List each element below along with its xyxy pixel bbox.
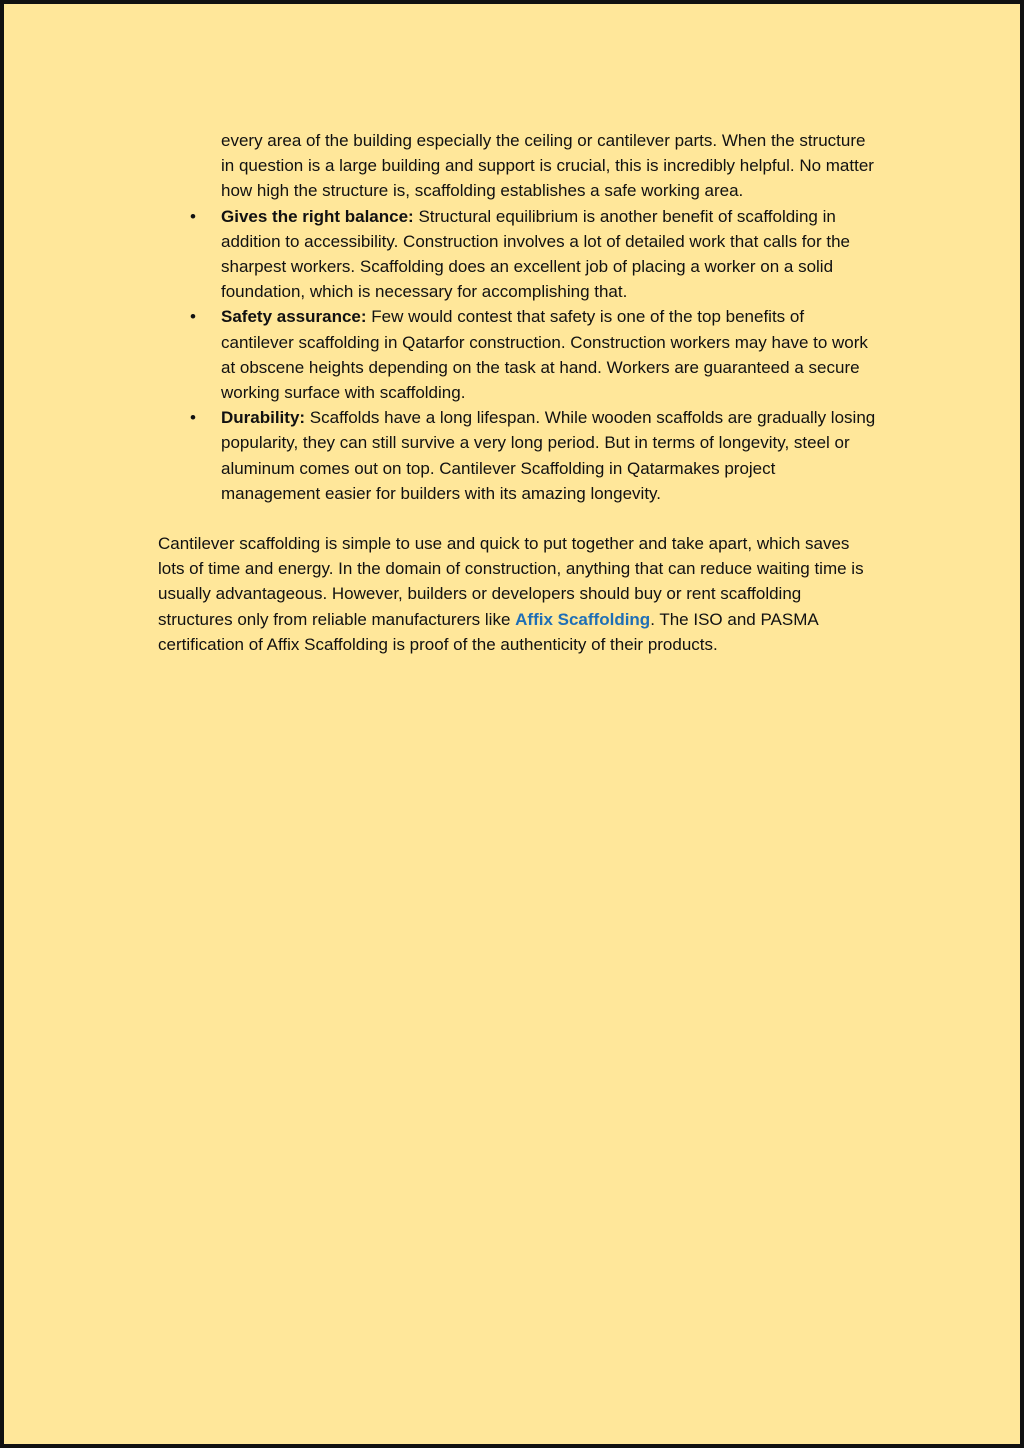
list-item-safety (190, 304, 878, 405)
bullet-text: Structural equilibrium is another benefit of scaffolding in addition to accessibility. Construction involves a lot of detailed work that calls for the sharpest workers. Scaffolding does an excellent job of placing a worker on a solid foundation, which is necessary for accomplishing that. (221, 206, 850, 302)
bullet-title: Durability: (221, 408, 306, 428)
continuation-paragraph: every area of the building especially the ceiling or cantilever parts. When the structure in question is a large building and support is crucial, this is incredibly helpful. No matter how high the structure is, scaffolding establishes a safe working area. (221, 131, 874, 201)
bullet-icon: • (190, 408, 196, 428)
bullet-title: Gives the right balance: (221, 206, 414, 226)
closing-text-start: Cantilever scaffolding is simple to use and quick to put together and take apart, which saves lots of time and energy. In the domain of construction, anything that can reduce waiting time is usually advantageous. However, builders or developers should buy or rent scaffolding structures only from reliable manufacturers like (158, 534, 864, 629)
bullet-text: Few would contest that safety is one of the top benefits of cantilever scaffolding in Qatarfor construction. Construction workers may have to work at obscene heights depending on the task at hand. Workers are guaranteed a secure working surface with scaffolding. (221, 307, 868, 403)
benefits-list (158, 204, 878, 506)
bullet-icon: • (190, 206, 196, 226)
bullet-title: Safety assurance: (221, 307, 367, 327)
list-item-balance (190, 204, 878, 305)
document-body (158, 128, 878, 657)
affix-scaffolding-link[interactable]: Affix Scaffolding (515, 609, 651, 629)
list-item-durability (190, 405, 878, 506)
closing-text-end: . The ISO and PASMA certification of Affix Scaffolding is proof of the authenticity of their products. (158, 609, 818, 654)
bullet-text: Scaffolds have a long lifespan. While wooden scaffolds are gradually losing popularity, they can still survive a very long period. But in terms of longevity, steel or aluminum comes out on top. Cantilever Scaffolding in Qatarmakes project management easier for builders with its amazing longevity. (221, 408, 876, 503)
bullet-icon: • (190, 307, 196, 327)
closing-paragraph (158, 531, 878, 657)
